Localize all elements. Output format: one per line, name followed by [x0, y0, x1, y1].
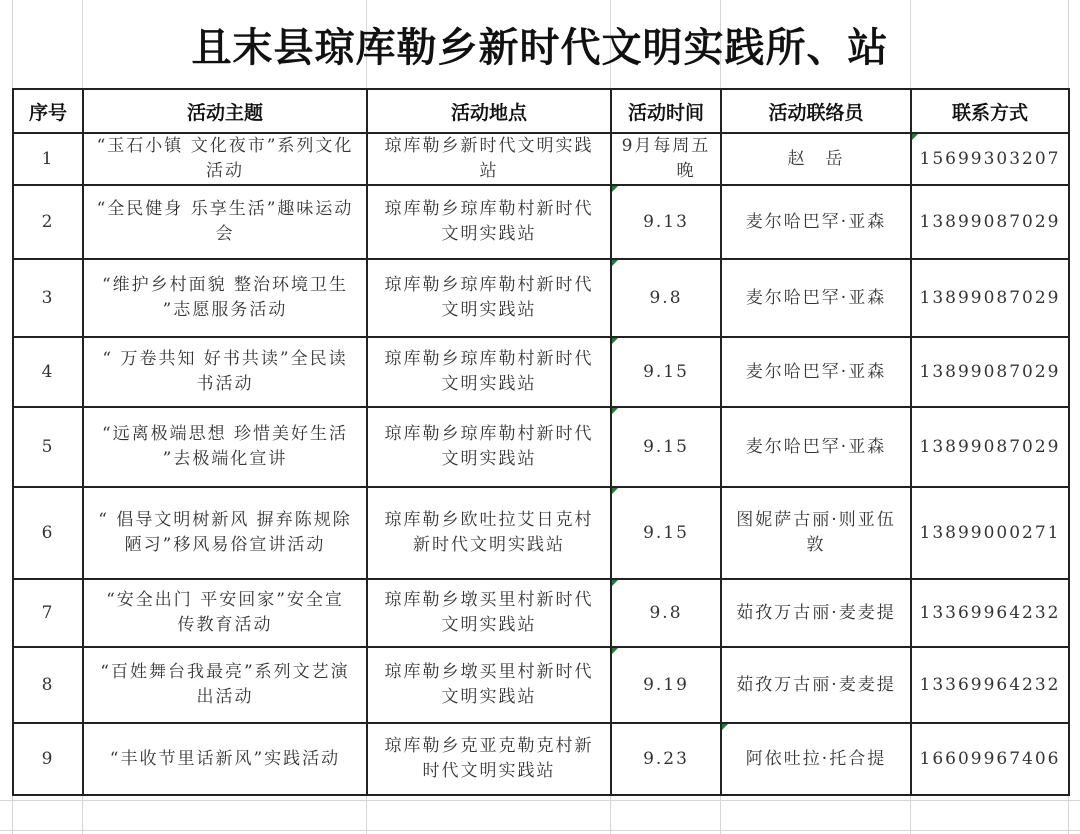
topic-line: 会 — [215, 224, 235, 244]
cell-contact[interactable]: 麦尔哈巴罕·亚森 — [721, 185, 911, 259]
place-line: 琼库勒乡克亚克勒克村新 — [384, 736, 594, 756]
topic-line: “远离极端思想 珍惜美好生活 — [101, 424, 349, 444]
cell-place[interactable] — [367, 407, 611, 487]
cell-no[interactable]: 8 — [13, 647, 83, 723]
cell-time[interactable] — [611, 579, 721, 647]
comment-marker-icon — [612, 408, 618, 414]
cell-phone[interactable]: 13899087029 — [911, 259, 1069, 337]
table-row — [13, 647, 1069, 723]
cell-time[interactable] — [611, 133, 721, 185]
header-contact[interactable]: 活动联络员 — [721, 89, 911, 133]
topic-line: “ 倡导文明树新风 摒弃陈规除 — [98, 510, 352, 530]
cell-no[interactable]: 3 — [13, 259, 83, 337]
cell-contact[interactable]: 麦尔哈巴罕·亚森 — [721, 337, 911, 407]
cell-contact[interactable] — [721, 487, 911, 579]
time-text: 9.15 — [643, 436, 689, 457]
cell-contact[interactable]: 赵 岳 — [721, 133, 911, 185]
place-line: 文明实践站 — [441, 300, 537, 320]
header-topic[interactable]: 活动主题 — [83, 89, 367, 133]
time-text: 9.13 — [643, 211, 689, 232]
comment-marker-icon — [612, 260, 618, 266]
topic-line: “玉石小镇 文化夜市”系列文化 — [96, 136, 354, 156]
contact-line: 图妮萨古丽·则亚伍 — [736, 510, 896, 530]
time-line: 晚 — [676, 161, 696, 181]
comment-marker-icon — [612, 580, 618, 586]
comment-marker-icon — [722, 724, 728, 730]
cell-no[interactable]: 1 — [13, 133, 83, 185]
cell-no[interactable]: 6 — [13, 487, 83, 579]
cell-phone[interactable] — [911, 133, 1069, 185]
cell-time[interactable] — [611, 647, 721, 723]
place-line: 琼库勒乡新时代文明实践 — [384, 136, 594, 156]
cell-contact[interactable] — [721, 723, 911, 795]
cell-phone[interactable]: 13899000271 — [911, 487, 1069, 579]
cell-time[interactable] — [611, 185, 721, 259]
topic-line: “百姓舞台我最亮”系列文艺演 — [100, 662, 350, 682]
cell-no[interactable]: 2 — [13, 185, 83, 259]
place-line: 琼库勒乡墩买里村新时代 — [384, 662, 594, 682]
table-row — [13, 487, 1069, 579]
cell-contact[interactable]: 麦尔哈巴罕·亚森 — [721, 259, 911, 337]
cell-place[interactable] — [367, 259, 611, 337]
place-line: 新时代文明实践站 — [413, 535, 565, 555]
contact-line: 敦 — [806, 535, 826, 555]
table-row — [13, 407, 1069, 487]
cell-phone[interactable]: 13369964232 — [911, 647, 1069, 723]
activity-table — [12, 88, 1070, 796]
place-line: 琼库勒乡琼库勒村新时代 — [384, 275, 594, 295]
topic-line: “维护乡村面貌 整治环境卫生 — [101, 275, 349, 295]
cell-no[interactable]: 4 — [13, 337, 83, 407]
place-line: 文明实践站 — [441, 615, 537, 635]
table-row — [13, 133, 1069, 185]
comment-marker-icon — [612, 648, 618, 654]
cell-contact[interactable]: 茹孜万古丽·麦麦提 — [721, 579, 911, 647]
place-line: 琼库勒乡琼库勒村新时代 — [384, 199, 594, 219]
time-text: 9.19 — [643, 674, 689, 695]
place-line: 文明实践站 — [441, 224, 537, 244]
cell-topic[interactable] — [83, 579, 367, 647]
comment-marker-icon — [612, 338, 618, 344]
cell-phone[interactable]: 13369964232 — [911, 579, 1069, 647]
topic-line: “全民健身 乐享生活”趣味运动 — [96, 199, 354, 219]
topic-line: ”志愿服务活动 — [162, 300, 288, 320]
header-row — [13, 89, 1069, 133]
cell-place[interactable] — [367, 647, 611, 723]
table-row — [13, 185, 1069, 259]
place-line: 琼库勒乡欧吐拉艾日克村 — [384, 510, 594, 530]
topic-line: “ 万卷共知 好书共读”全民读 — [102, 349, 348, 369]
place-line: 琼库勒乡琼库勒村新时代 — [384, 424, 594, 444]
cell-time[interactable]: 9.23 — [611, 723, 721, 795]
table-row — [13, 579, 1069, 647]
place-line: 琼库勒乡琼库勒村新时代 — [384, 349, 594, 369]
cell-topic[interactable] — [83, 487, 367, 579]
cell-topic[interactable]: “丰收节里话新风”实践活动 — [83, 723, 367, 795]
cell-place[interactable] — [367, 185, 611, 259]
cell-topic[interactable] — [83, 185, 367, 259]
cell-topic[interactable] — [83, 133, 367, 185]
cell-topic[interactable] — [83, 337, 367, 407]
cell-phone[interactable]: 13899087029 — [911, 337, 1069, 407]
cell-time[interactable] — [611, 337, 721, 407]
topic-line: 书活动 — [196, 374, 254, 394]
cell-time[interactable] — [611, 487, 721, 579]
header-no[interactable]: 序号 — [13, 89, 83, 133]
table-row — [13, 723, 1069, 795]
place-line: 站 — [479, 161, 499, 181]
comment-marker-icon — [912, 134, 918, 140]
page-title: 且末县琼库勒乡新时代文明实践所、站 — [191, 23, 889, 71]
comment-marker-icon — [612, 488, 618, 494]
header-phone[interactable]: 联系方式 — [911, 89, 1069, 133]
cell-no[interactable]: 5 — [13, 407, 83, 487]
cell-place[interactable] — [367, 487, 611, 579]
cell-time[interactable] — [611, 407, 721, 487]
cell-contact[interactable]: 麦尔哈巴罕·亚森 — [721, 407, 911, 487]
time-text: 9.8 — [649, 602, 683, 623]
header-time[interactable]: 活动时间 — [611, 89, 721, 133]
cell-contact[interactable]: 茹孜万古丽·麦麦提 — [721, 647, 911, 723]
time-text: 9.15 — [643, 522, 689, 543]
place-line: 时代文明实践站 — [422, 761, 556, 781]
time-text: 9.8 — [649, 287, 683, 308]
topic-line: ”去极端化宣讲 — [162, 449, 288, 469]
cell-phone[interactable]: 16609967406 — [911, 723, 1069, 795]
cell-phone[interactable]: 13899087029 — [911, 185, 1069, 259]
header-place[interactable]: 活动地点 — [367, 89, 611, 133]
topic-line: “安全出门 平安回家”安全宣 — [106, 590, 344, 610]
cell-no[interactable]: 9 — [13, 723, 83, 795]
topic-line: 活动 — [206, 161, 244, 181]
cell-no[interactable]: 7 — [13, 579, 83, 647]
cell-topic[interactable] — [83, 407, 367, 487]
cell-place[interactable] — [367, 723, 611, 795]
time-line: 9月每周五 — [621, 136, 711, 156]
table-row — [13, 337, 1069, 407]
cell-place[interactable] — [367, 337, 611, 407]
cell-place[interactable] — [367, 133, 611, 185]
contact-text: 阿依吐拉·托合提 — [745, 748, 887, 769]
place-line: 琼库勒乡墩买里村新时代 — [384, 590, 594, 610]
topic-line: 出活动 — [196, 687, 254, 707]
cell-time[interactable] — [611, 259, 721, 337]
time-text: 9.15 — [643, 361, 689, 382]
place-line: 文明实践站 — [441, 687, 537, 707]
comment-marker-icon — [612, 186, 618, 192]
cell-phone[interactable]: 13899087029 — [911, 407, 1069, 487]
cell-topic[interactable] — [83, 259, 367, 337]
cell-topic[interactable] — [83, 647, 367, 723]
cell-place[interactable] — [367, 579, 611, 647]
topic-line: 传教育活动 — [177, 615, 273, 635]
place-line: 文明实践站 — [441, 374, 537, 394]
topic-line: 陋习”移风易俗宣讲活动 — [124, 535, 326, 555]
phone-text: 15699303207 — [919, 148, 1061, 169]
table-row — [13, 259, 1069, 337]
place-line: 文明实践站 — [441, 449, 537, 469]
